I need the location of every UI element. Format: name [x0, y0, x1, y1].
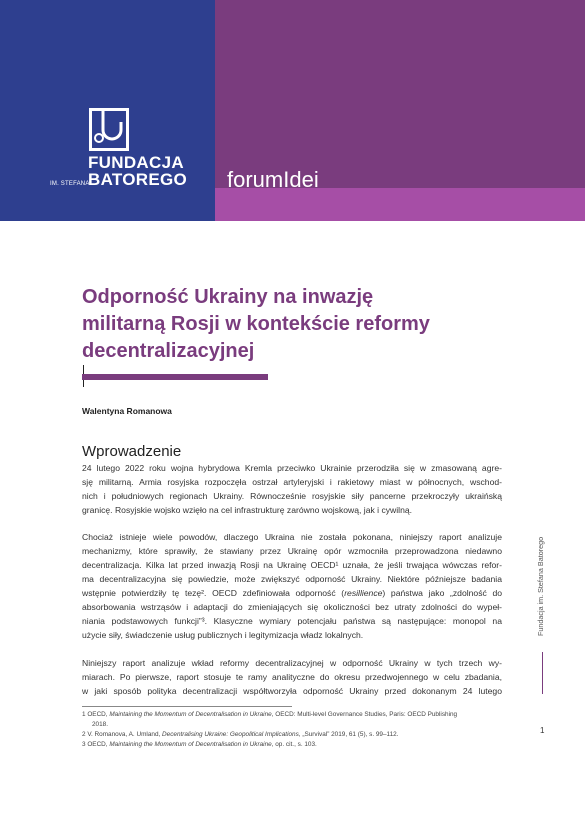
fn-text: 3 OECD, [82, 741, 110, 748]
fn-title: Decentralising Ukraine: Geopolitical Implications [162, 731, 299, 738]
footnote-3 [82, 740, 522, 750]
document-title [82, 284, 502, 387]
paragraph-1 [82, 461, 502, 517]
fn-text: , op. cit., s. 103. [271, 741, 317, 748]
text-line: użycie siły, świadczenie usług publicznych i legitymizacja władz lokalnych. [82, 630, 364, 640]
footnote-2 [82, 730, 522, 740]
fn-title: Maintaining the Momentum of Decentralisation in Ukraine [109, 711, 272, 718]
title-underline [82, 374, 268, 380]
paragraph-2 [82, 530, 502, 642]
text-line: sję militarną. Armia rosyjska rozpoczęła ostrzał artyleryjski i rakietowy miast w północnych, wschod- [82, 477, 502, 487]
text-line: miarach. Po pierwsze, raport stosuje te ramy analityczne do okresu przedwojennego w celu zbadania, [82, 672, 502, 682]
title-line: militarną Rosji w kontekście reformy [82, 313, 430, 335]
text-line: mechanizmy, które sprawiły, że stawiany przez Ukrainę opór wzmocniła przeprowadzona niedawno [82, 546, 502, 556]
logo-name-line1: FUNDACJA [88, 153, 184, 172]
text-line: 24 lutego 2022 roku wojna hybrydowa Kremla przeciwko Ukrainie przerodziła się w zmasowaną agre- [82, 463, 502, 473]
fundacja-logo-icon [89, 108, 131, 152]
fn-text: 1 OECD, [82, 711, 110, 718]
author-name: Walentyna Romanowa [82, 406, 172, 416]
title-line-text: decentralizacyjnej [82, 340, 255, 362]
text-line: decentralizacja. Kilka lat przed inwazją Rosji na Ukrainę OECD¹ uznała, że jeśli trwająca wówczas refor- [82, 560, 502, 570]
fn-text: , OECD: Multi-level Governance Studies, Paris: OECD Publishing [271, 711, 458, 718]
footnote-separator [82, 706, 292, 707]
footnote-line [82, 740, 522, 750]
footnote-1 [82, 710, 522, 729]
section-heading: Wprowadzenie [82, 443, 182, 460]
text-line: w jaki sposób polityka decentralizacji współtworzyła odporność Ukrainy przed dokonanym 24 lutego [82, 686, 502, 696]
page-number: 1 [540, 726, 545, 735]
title-line: Odporność Ukrainy na inwazję [82, 286, 374, 308]
text-line: Niniejszy raport analizuje wkład reformy decentralizacyjnej w odporność Ukrainy w tych trzech wy- [82, 658, 502, 668]
side-accent-line [542, 652, 543, 694]
text-line: nich i południowych regionach Ukrainy. Równocześnie rosyjskie siły pancerne przekroczyły ukraińską [82, 491, 502, 501]
text-line: ma decentralizacyjna się powiedzie, może zwiększyć odporność Ukrainy. Niektóre późniejsze badania [82, 574, 502, 584]
footnote-line [82, 730, 522, 740]
logo-im-stefana: IM. STEFANA [50, 181, 90, 187]
footnote-line [82, 710, 522, 720]
series-name: forumIdei [227, 167, 319, 192]
footnote-line: 2018. [92, 720, 108, 728]
fn-title: Maintaining the Momentum of Decentralisation in Ukraine [109, 741, 272, 748]
text-line: absorbowania wstrząsów i adaptacji do zmieniających się okoliczności bez utraty zdolności do wypeł- [82, 602, 502, 612]
text-line: niania podstawowych funkcji”³. Klasyczne wymiary potencjału państwa są następujące: monopol na [82, 616, 502, 626]
fn-text: , „Survival” 2019, 61 (5), s. 99–112. [298, 731, 399, 738]
side-label: Fundacja im. Stefana Batorego [536, 536, 545, 636]
paragraph-3 [82, 656, 502, 698]
logo-name-line2: BATOREGO [88, 170, 188, 189]
text-line: granicę. Rosyjskie wojsko wzięło na cel infrastrukturę zarówno wojskową, jak i cywilną. [82, 505, 413, 515]
text-line: Chociaż istnieje wiele powodów, dlaczego Ukraina nie została pokonana, niniejszy raport analizuje [82, 532, 502, 542]
fn-text: 2 V. Romanova, A. Umland, [82, 731, 163, 738]
text-line: wstępnie potwierdziły tę tezę². OECD zdefiniowała odporność (resillience) państwa jako „zdolność do [82, 588, 502, 598]
